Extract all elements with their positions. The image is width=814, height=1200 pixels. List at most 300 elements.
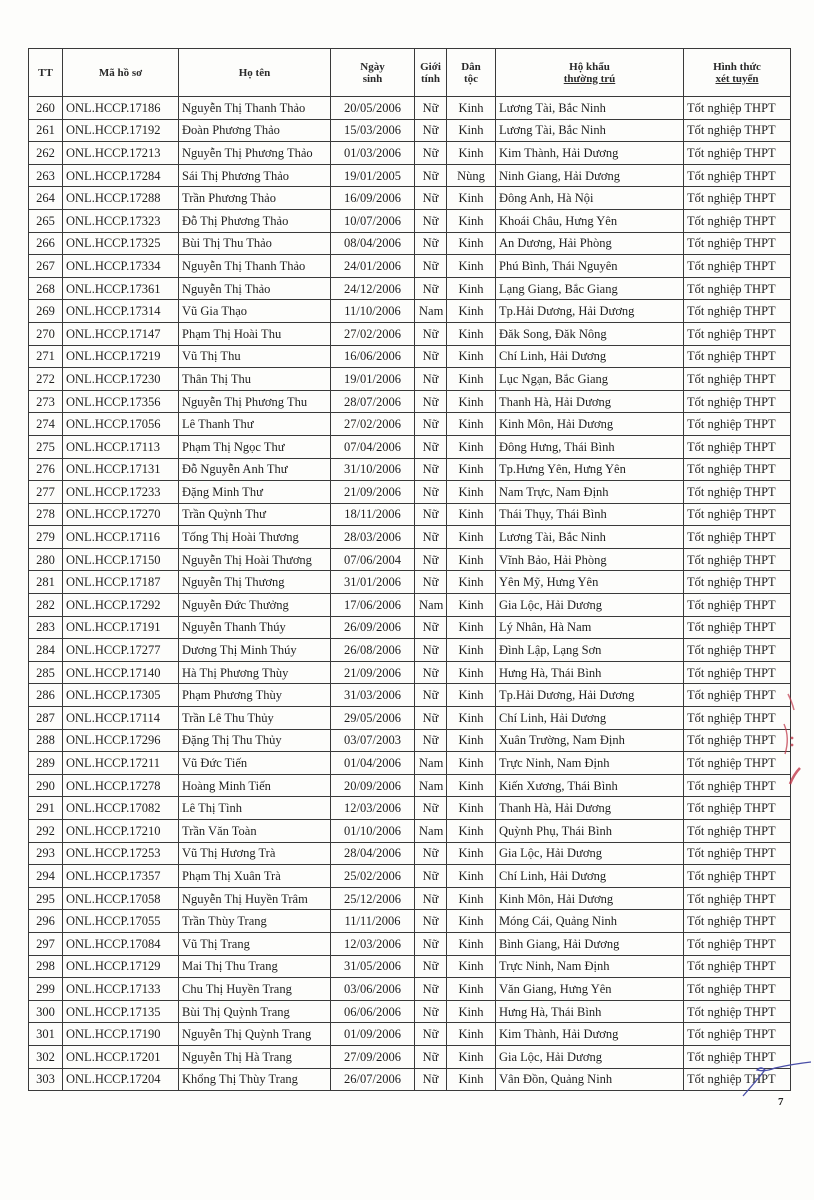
row-number: 298 <box>29 955 63 978</box>
ho-khau-cell: Chí Linh, Hải Dương <box>496 707 684 730</box>
ho-ten-cell: Sái Thị Phương Thảo <box>179 164 331 187</box>
gioi-tinh-cell: Nữ <box>415 1045 447 1068</box>
ho-ten-cell: Phạm Phương Thùy <box>179 684 331 707</box>
gioi-tinh-cell: Nữ <box>415 458 447 481</box>
table-row <box>29 232 791 255</box>
ho-ten-cell: Vũ Gia Thạo <box>179 300 331 323</box>
gioi-tinh-cell: Nữ <box>415 435 447 458</box>
ma-ho-so-cell: ONL.HCCP.17357 <box>63 865 179 888</box>
header-hinh-thuc-line1: Hình thức <box>713 60 761 73</box>
ho-khau-cell: Móng Cái, Quảng Ninh <box>496 910 684 933</box>
ho-khau-cell: Thanh Hà, Hải Dương <box>496 797 684 820</box>
ho-khau-cell: Trực Ninh, Nam Định <box>496 955 684 978</box>
dan-toc-cell: Kinh <box>447 842 496 865</box>
ho-khau-cell: Lương Tài, Bắc Ninh <box>496 119 684 142</box>
ho-ten-cell: Nguyễn Thị Thanh Thảo <box>179 97 331 120</box>
table-row <box>29 526 791 549</box>
dan-toc-cell: Kinh <box>447 368 496 391</box>
table-row <box>29 820 791 843</box>
ma-ho-so-cell: ONL.HCCP.17131 <box>63 458 179 481</box>
table-row <box>29 413 791 436</box>
row-number: 299 <box>29 978 63 1001</box>
stamp-dot-2 <box>791 744 794 747</box>
stamp-dot-1 <box>791 737 794 740</box>
row-number: 293 <box>29 842 63 865</box>
hinh-thuc-cell: Tốt nghiệp THPT <box>684 1000 791 1023</box>
dan-toc-cell: Kinh <box>447 97 496 120</box>
dan-toc-cell: Kinh <box>447 571 496 594</box>
ma-ho-so-cell: ONL.HCCP.17270 <box>63 503 179 526</box>
dan-toc-cell: Kinh <box>447 1023 496 1046</box>
dan-toc-cell: Kinh <box>447 526 496 549</box>
dan-toc-cell: Kinh <box>447 481 496 504</box>
ngay-sinh-cell: 19/01/2006 <box>331 368 415 391</box>
header-ma-ho-so <box>63 49 179 97</box>
ho-ten-cell: Trần Phương Thảo <box>179 187 331 210</box>
dan-toc-cell: Nùng <box>447 164 496 187</box>
signature-mark <box>735 1060 814 1100</box>
gioi-tinh-cell: Nữ <box>415 277 447 300</box>
hinh-thuc-cell: Tốt nghiệp THPT <box>684 345 791 368</box>
ma-ho-so-cell: ONL.HCCP.17314 <box>63 300 179 323</box>
ho-ten-cell: Hà Thị Phương Thùy <box>179 661 331 684</box>
table-row <box>29 187 791 210</box>
table-row <box>29 1023 791 1046</box>
gioi-tinh-cell: Nữ <box>415 932 447 955</box>
table-row <box>29 955 791 978</box>
gioi-tinh-cell: Nữ <box>415 865 447 888</box>
header-ho-khau-line1: Hộ khẩu <box>569 60 610 73</box>
header-ho-ten <box>179 49 331 97</box>
dan-toc-cell: Kinh <box>447 503 496 526</box>
gioi-tinh-cell: Nữ <box>415 413 447 436</box>
row-number: 279 <box>29 526 63 549</box>
ma-ho-so-cell: ONL.HCCP.17230 <box>63 368 179 391</box>
ho-ten-cell: Đặng Thị Thu Thủy <box>179 729 331 752</box>
gioi-tinh-cell: Nữ <box>415 390 447 413</box>
gioi-tinh-cell: Nữ <box>415 119 447 142</box>
hinh-thuc-cell: Tốt nghiệp THPT <box>684 955 791 978</box>
ho-ten-cell: Bùi Thị Thu Thảo <box>179 232 331 255</box>
ho-ten-cell: Thân Thị Thu <box>179 368 331 391</box>
ho-ten-cell: Vũ Thị Hương Trà <box>179 842 331 865</box>
row-number: 268 <box>29 277 63 300</box>
hinh-thuc-cell: Tốt nghiệp THPT <box>684 187 791 210</box>
dan-toc-cell: Kinh <box>447 594 496 617</box>
ho-ten-cell: Đỗ Thị Phương Thảo <box>179 209 331 232</box>
dan-toc-cell: Kinh <box>447 548 496 571</box>
table-row <box>29 865 791 888</box>
dan-toc-cell: Kinh <box>447 345 496 368</box>
row-number: 266 <box>29 232 63 255</box>
ngay-sinh-cell: 31/10/2006 <box>331 458 415 481</box>
ma-ho-so-cell: ONL.HCCP.17140 <box>63 661 179 684</box>
gioi-tinh-cell: Nữ <box>415 842 447 865</box>
ngay-sinh-cell: 17/06/2006 <box>331 594 415 617</box>
gioi-tinh-cell: Nữ <box>415 797 447 820</box>
header-ho-khau <box>496 49 684 97</box>
ho-khau-cell: Ninh Giang, Hải Dương <box>496 164 684 187</box>
hinh-thuc-cell: Tốt nghiệp THPT <box>684 322 791 345</box>
table-row <box>29 1045 791 1068</box>
ma-ho-so-cell: ONL.HCCP.17190 <box>63 1023 179 1046</box>
table-row <box>29 458 791 481</box>
ma-ho-so-cell: ONL.HCCP.17278 <box>63 774 179 797</box>
red-stamp-mark <box>776 690 812 790</box>
ho-ten-cell: Mai Thị Thu Trang <box>179 955 331 978</box>
ma-ho-so-cell: ONL.HCCP.17325 <box>63 232 179 255</box>
hinh-thuc-cell: Tốt nghiệp THPT <box>684 164 791 187</box>
ma-ho-so-cell: ONL.HCCP.17361 <box>63 277 179 300</box>
ho-ten-cell: Trần Lê Thu Thủy <box>179 707 331 730</box>
signature-stroke <box>743 1062 811 1096</box>
ho-ten-cell: Lê Thanh Thư <box>179 413 331 436</box>
hinh-thuc-cell: Tốt nghiệp THPT <box>684 97 791 120</box>
dan-toc-cell: Kinh <box>447 820 496 843</box>
dan-toc-cell: Kinh <box>447 797 496 820</box>
table-row <box>29 119 791 142</box>
ho-khau-cell: Đăk Song, Đăk Nông <box>496 322 684 345</box>
table-row <box>29 255 791 278</box>
row-number: 277 <box>29 481 63 504</box>
row-number: 265 <box>29 209 63 232</box>
table-row <box>29 774 791 797</box>
ho-khau-cell: Đông Anh, Hà Nội <box>496 187 684 210</box>
table-row <box>29 322 791 345</box>
row-number: 264 <box>29 187 63 210</box>
row-number: 300 <box>29 1000 63 1023</box>
hinh-thuc-cell: Tốt nghiệp THPT <box>684 820 791 843</box>
gioi-tinh-cell: Nữ <box>415 142 447 165</box>
gioi-tinh-cell: Nữ <box>415 887 447 910</box>
ma-ho-so-cell: ONL.HCCP.17058 <box>63 887 179 910</box>
gioi-tinh-cell: Nữ <box>415 255 447 278</box>
stamp-stroke-bottom <box>790 768 800 784</box>
row-number: 276 <box>29 458 63 481</box>
ma-ho-so-cell: ONL.HCCP.17253 <box>63 842 179 865</box>
ngay-sinh-cell: 03/06/2006 <box>331 978 415 1001</box>
row-number: 260 <box>29 97 63 120</box>
ho-ten-cell: Phạm Thị Ngọc Thư <box>179 435 331 458</box>
ho-khau-cell: Kiến Xương, Thái Bình <box>496 774 684 797</box>
ho-ten-cell: Đoàn Phương Thảo <box>179 119 331 142</box>
ho-ten-cell: Nguyễn Đức Thưởng <box>179 594 331 617</box>
ngay-sinh-cell: 12/03/2006 <box>331 932 415 955</box>
dan-toc-cell: Kinh <box>447 910 496 933</box>
ho-khau-cell: Trực Ninh, Nam Định <box>496 752 684 775</box>
ho-khau-cell: Chí Linh, Hải Dương <box>496 345 684 368</box>
ho-khau-cell: Khoái Châu, Hưng Yên <box>496 209 684 232</box>
ngay-sinh-cell: 25/12/2006 <box>331 887 415 910</box>
gioi-tinh-cell: Nữ <box>415 187 447 210</box>
ma-ho-so-cell: ONL.HCCP.17191 <box>63 616 179 639</box>
dan-toc-cell: Kinh <box>447 865 496 888</box>
table-row <box>29 842 791 865</box>
ho-khau-cell: Lương Tài, Bắc Ninh <box>496 526 684 549</box>
table-body <box>29 97 791 1091</box>
ho-ten-cell: Nguyễn Thị Thanh Thảo <box>179 255 331 278</box>
ho-khau-cell: An Dương, Hải Phòng <box>496 232 684 255</box>
row-number: 295 <box>29 887 63 910</box>
ngay-sinh-cell: 07/06/2004 <box>331 548 415 571</box>
dan-toc-cell: Kinh <box>447 752 496 775</box>
ho-khau-cell: Xuân Trường, Nam Định <box>496 729 684 752</box>
table-row <box>29 684 791 707</box>
row-number: 303 <box>29 1068 63 1091</box>
ho-khau-cell: Vĩnh Bảo, Hải Phòng <box>496 548 684 571</box>
ho-khau-cell: Yên Mỹ, Hưng Yên <box>496 571 684 594</box>
table-row <box>29 978 791 1001</box>
dan-toc-cell: Kinh <box>447 119 496 142</box>
page-number: 7 <box>778 1096 784 1108</box>
table-row <box>29 345 791 368</box>
ma-ho-so-cell: ONL.HCCP.17084 <box>63 932 179 955</box>
header-tt-label: TT <box>38 66 53 79</box>
hinh-thuc-cell: Tốt nghiệp THPT <box>684 887 791 910</box>
ma-ho-so-cell: ONL.HCCP.17129 <box>63 955 179 978</box>
ngay-sinh-cell: 31/05/2006 <box>331 955 415 978</box>
gioi-tinh-cell: Nữ <box>415 164 447 187</box>
gioi-tinh-cell: Nữ <box>415 232 447 255</box>
ngay-sinh-cell: 19/01/2005 <box>331 164 415 187</box>
hinh-thuc-cell: Tốt nghiệp THPT <box>684 277 791 300</box>
ma-ho-so-cell: ONL.HCCP.17082 <box>63 797 179 820</box>
gioi-tinh-cell: Nữ <box>415 503 447 526</box>
header-hinh-thuc-line2: xét tuyển <box>715 72 759 85</box>
hinh-thuc-cell: Tốt nghiệp THPT <box>684 458 791 481</box>
dan-toc-cell: Kinh <box>447 774 496 797</box>
hinh-thuc-cell: Tốt nghiệp THPT <box>684 503 791 526</box>
row-number: 270 <box>29 322 63 345</box>
ma-ho-so-cell: ONL.HCCP.17334 <box>63 255 179 278</box>
ho-ten-cell: Vũ Đức Tiến <box>179 752 331 775</box>
dan-toc-cell: Kinh <box>447 232 496 255</box>
ma-ho-so-cell: ONL.HCCP.17147 <box>63 322 179 345</box>
table-header-row <box>29 49 791 97</box>
ho-khau-cell: Văn Giang, Hưng Yên <box>496 978 684 1001</box>
ma-ho-so-cell: ONL.HCCP.17055 <box>63 910 179 933</box>
ngay-sinh-cell: 11/11/2006 <box>331 910 415 933</box>
ho-khau-cell: Chí Linh, Hải Dương <box>496 865 684 888</box>
ho-khau-cell: Hưng Hà, Thái Bình <box>496 1000 684 1023</box>
row-number: 274 <box>29 413 63 436</box>
header-dan-toc <box>447 49 496 97</box>
ma-ho-so-cell: ONL.HCCP.17135 <box>63 1000 179 1023</box>
hinh-thuc-cell: Tốt nghiệp THPT <box>684 910 791 933</box>
dan-toc-cell: Kinh <box>447 187 496 210</box>
ho-ten-cell: Nguyễn Thị Thương <box>179 571 331 594</box>
ngay-sinh-cell: 08/04/2006 <box>331 232 415 255</box>
dan-toc-cell: Kinh <box>447 639 496 662</box>
ngay-sinh-cell: 28/03/2006 <box>331 526 415 549</box>
dan-toc-cell: Kinh <box>447 978 496 1001</box>
header-tt <box>29 49 63 97</box>
ngay-sinh-cell: 28/04/2006 <box>331 842 415 865</box>
table-row <box>29 548 791 571</box>
ngay-sinh-cell: 20/09/2006 <box>331 774 415 797</box>
ho-ten-cell: Tống Thị Hoài Thương <box>179 526 331 549</box>
hinh-thuc-cell: Tốt nghiệp THPT <box>684 390 791 413</box>
ma-ho-so-cell: ONL.HCCP.17233 <box>63 481 179 504</box>
hinh-thuc-cell: Tốt nghiệp THPT <box>684 661 791 684</box>
ngay-sinh-cell: 26/08/2006 <box>331 639 415 662</box>
gioi-tinh-cell: Nữ <box>415 639 447 662</box>
hinh-thuc-cell: Tốt nghiệp THPT <box>684 639 791 662</box>
ngay-sinh-cell: 18/11/2006 <box>331 503 415 526</box>
ma-ho-so-cell: ONL.HCCP.17213 <box>63 142 179 165</box>
row-number: 263 <box>29 164 63 187</box>
table-row <box>29 616 791 639</box>
ngay-sinh-cell: 07/04/2006 <box>331 435 415 458</box>
dan-toc-cell: Kinh <box>447 458 496 481</box>
row-number: 287 <box>29 707 63 730</box>
dan-toc-cell: Kinh <box>447 932 496 955</box>
ho-ten-cell: Vũ Thị Trang <box>179 932 331 955</box>
row-number: 289 <box>29 752 63 775</box>
row-number: 281 <box>29 571 63 594</box>
ngay-sinh-cell: 12/03/2006 <box>331 797 415 820</box>
ngay-sinh-cell: 21/09/2006 <box>331 661 415 684</box>
hinh-thuc-cell: Tốt nghiệp THPT <box>684 729 791 752</box>
hinh-thuc-cell: Tốt nghiệp THPT <box>684 368 791 391</box>
table-row <box>29 368 791 391</box>
ma-ho-so-cell: ONL.HCCP.17277 <box>63 639 179 662</box>
ngay-sinh-cell: 27/09/2006 <box>331 1045 415 1068</box>
row-number: 296 <box>29 910 63 933</box>
ma-ho-so-cell: ONL.HCCP.17305 <box>63 684 179 707</box>
ngay-sinh-cell: 25/02/2006 <box>331 865 415 888</box>
table-row <box>29 503 791 526</box>
gioi-tinh-cell: Nam <box>415 300 447 323</box>
hinh-thuc-cell: Tốt nghiệp THPT <box>684 548 791 571</box>
hinh-thuc-cell: Tốt nghiệp THPT <box>684 1068 791 1091</box>
header-ho-ten-label: Họ tên <box>238 66 271 79</box>
hinh-thuc-cell: Tốt nghiệp THPT <box>684 119 791 142</box>
ho-ten-cell: Nguyễn Thị Phương Thảo <box>179 142 331 165</box>
ngay-sinh-cell: 20/05/2006 <box>331 97 415 120</box>
dan-toc-cell: Kinh <box>447 142 496 165</box>
gioi-tinh-cell: Nữ <box>415 345 447 368</box>
header-gioi-tinh-line2: tính <box>421 72 440 85</box>
ma-ho-so-cell: ONL.HCCP.17116 <box>63 526 179 549</box>
dan-toc-cell: Kinh <box>447 661 496 684</box>
hinh-thuc-cell: Tốt nghiệp THPT <box>684 1045 791 1068</box>
hinh-thuc-cell: Tốt nghiệp THPT <box>684 255 791 278</box>
gioi-tinh-cell: Nữ <box>415 1068 447 1091</box>
gioi-tinh-cell: Nữ <box>415 729 447 752</box>
dan-toc-cell: Kinh <box>447 1068 496 1091</box>
ho-khau-cell: Lương Tài, Bắc Ninh <box>496 97 684 120</box>
ma-ho-so-cell: ONL.HCCP.17292 <box>63 594 179 617</box>
row-number: 271 <box>29 345 63 368</box>
ho-khau-cell: Thái Thụy, Thái Bình <box>496 503 684 526</box>
ho-ten-cell: Vũ Thị Thu <box>179 345 331 368</box>
hinh-thuc-cell: Tốt nghiệp THPT <box>684 526 791 549</box>
gioi-tinh-cell: Nữ <box>415 616 447 639</box>
ho-ten-cell: Phạm Thị Xuân Trà <box>179 865 331 888</box>
gioi-tinh-cell: Nữ <box>415 707 447 730</box>
ho-ten-cell: Đỗ Nguyễn Anh Thư <box>179 458 331 481</box>
stamp-stroke-arc <box>784 724 787 754</box>
ho-khau-cell: Đình Lập, Lạng Sơn <box>496 639 684 662</box>
table-row <box>29 390 791 413</box>
stamp-stroke-top <box>788 694 794 710</box>
ma-ho-so-cell: ONL.HCCP.17296 <box>63 729 179 752</box>
ho-khau-cell: Kinh Môn, Hải Dương <box>496 887 684 910</box>
hinh-thuc-cell: Tốt nghiệp THPT <box>684 142 791 165</box>
ho-ten-cell: Khổng Thị Thùy Trang <box>179 1068 331 1091</box>
gioi-tinh-cell: Nữ <box>415 978 447 1001</box>
gioi-tinh-cell: Nữ <box>415 209 447 232</box>
ngay-sinh-cell: 01/04/2006 <box>331 752 415 775</box>
header-ngay-sinh <box>331 49 415 97</box>
row-number: 285 <box>29 661 63 684</box>
row-number: 297 <box>29 932 63 955</box>
ho-khau-cell: Kinh Môn, Hải Dương <box>496 413 684 436</box>
ho-ten-cell: Phạm Thị Hoài Thu <box>179 322 331 345</box>
ma-ho-so-cell: ONL.HCCP.17356 <box>63 390 179 413</box>
hinh-thuc-cell: Tốt nghiệp THPT <box>684 594 791 617</box>
ho-khau-cell: Kim Thành, Hải Dương <box>496 142 684 165</box>
row-number: 280 <box>29 548 63 571</box>
ma-ho-so-cell: ONL.HCCP.17192 <box>63 119 179 142</box>
ho-khau-cell: Gia Lộc, Hải Dương <box>496 842 684 865</box>
gioi-tinh-cell: Nữ <box>415 910 447 933</box>
dan-toc-cell: Kinh <box>447 413 496 436</box>
ho-ten-cell: Nguyễn Thị Hà Trang <box>179 1045 331 1068</box>
ma-ho-so-cell: ONL.HCCP.17219 <box>63 345 179 368</box>
gioi-tinh-cell: Nữ <box>415 684 447 707</box>
ma-ho-so-cell: ONL.HCCP.17204 <box>63 1068 179 1091</box>
ho-khau-cell: Gia Lộc, Hải Dương <box>496 1045 684 1068</box>
gioi-tinh-cell: Nam <box>415 774 447 797</box>
hinh-thuc-cell: Tốt nghiệp THPT <box>684 797 791 820</box>
ho-khau-cell: Vân Đồn, Quảng Ninh <box>496 1068 684 1091</box>
gioi-tinh-cell: Nữ <box>415 322 447 345</box>
header-ngay-sinh-line1: Ngày <box>360 60 385 73</box>
ma-ho-so-cell: ONL.HCCP.17187 <box>63 571 179 594</box>
dan-toc-cell: Kinh <box>447 955 496 978</box>
table-row <box>29 797 791 820</box>
ho-ten-cell: Trần Quỳnh Thư <box>179 503 331 526</box>
ma-ho-so-cell: ONL.HCCP.17114 <box>63 707 179 730</box>
ma-ho-so-cell: ONL.HCCP.17284 <box>63 164 179 187</box>
table-row <box>29 209 791 232</box>
ho-khau-cell: Nam Trực, Nam Định <box>496 481 684 504</box>
table-row <box>29 639 791 662</box>
table-row <box>29 729 791 752</box>
ngay-sinh-cell: 31/01/2006 <box>331 571 415 594</box>
table-row <box>29 932 791 955</box>
ngay-sinh-cell: 11/10/2006 <box>331 300 415 323</box>
ho-khau-cell: Bình Giang, Hải Dương <box>496 932 684 955</box>
ma-ho-so-cell: ONL.HCCP.17113 <box>63 435 179 458</box>
ho-khau-cell: Gia Lộc, Hải Dương <box>496 594 684 617</box>
ho-ten-cell: Bùi Thị Quỳnh Trang <box>179 1000 331 1023</box>
row-number: 282 <box>29 594 63 617</box>
row-number: 273 <box>29 390 63 413</box>
gioi-tinh-cell: Nữ <box>415 97 447 120</box>
ho-khau-cell: Lạng Giang, Bắc Giang <box>496 277 684 300</box>
dan-toc-cell: Kinh <box>447 390 496 413</box>
ngay-sinh-cell: 24/01/2006 <box>331 255 415 278</box>
header-gioi-tinh-line1: Giới <box>420 60 441 73</box>
ngay-sinh-cell: 16/06/2006 <box>331 345 415 368</box>
gioi-tinh-cell: Nữ <box>415 526 447 549</box>
ho-ten-cell: Nguyễn Thanh Thúy <box>179 616 331 639</box>
ngay-sinh-cell: 03/07/2003 <box>331 729 415 752</box>
dan-toc-cell: Kinh <box>447 255 496 278</box>
